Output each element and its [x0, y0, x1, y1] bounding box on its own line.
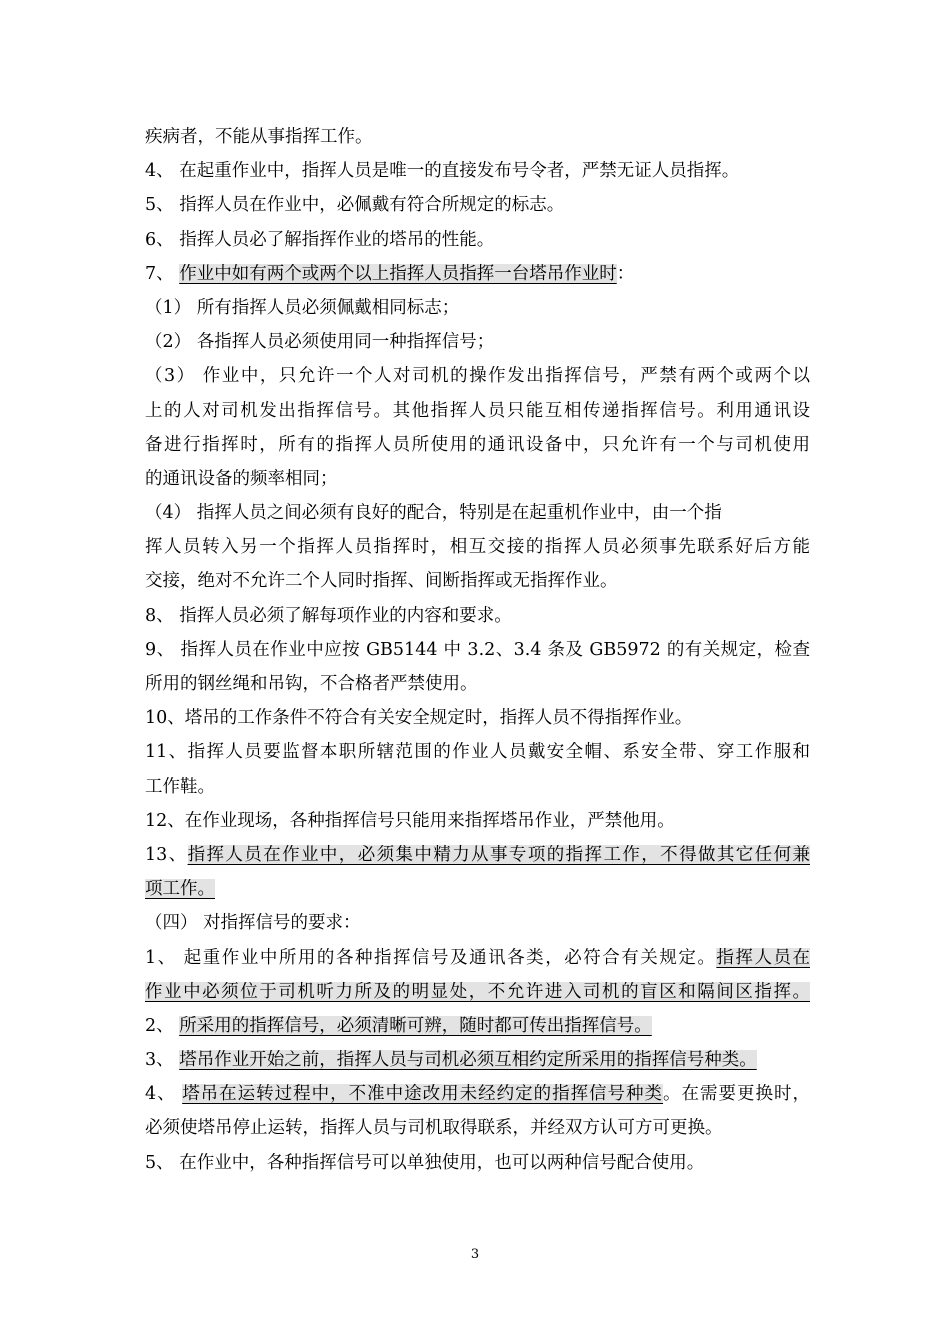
- text-segment: 4、: [145, 1084, 183, 1105]
- text-segment: 10、塔吊的工作条件不符合有关安全规定时，指挥人员不得指挥作业。: [145, 708, 693, 729]
- text-line: [145, 223, 810, 257]
- highlighted-text: 项工作。: [145, 879, 215, 900]
- text-line: [145, 188, 810, 222]
- text-segment: 7、: [145, 263, 180, 284]
- text-segment: 工作鞋。: [145, 776, 215, 797]
- text-line: [145, 359, 810, 393]
- highlighted-text: 作业中如有两个或两个以上指挥人员指挥一台塔吊作业时: [179, 263, 617, 284]
- text-segment: （四） 对指挥信号的要求：: [145, 913, 361, 934]
- text-line: [145, 120, 810, 154]
- text-segment: 1、 起重作业中所用的各种指挥信号及通讯各类，必符合有关规定。: [145, 947, 717, 968]
- text-line: [145, 701, 810, 735]
- text-segment: （2） 各指挥人员必须使用同一种指挥信号；: [145, 332, 495, 353]
- highlighted-text: 作业中必须位于司机听力所及的明显处，不允许进入司机的盲区和隔间区指挥。: [145, 981, 810, 1002]
- text-line: [145, 154, 810, 188]
- text-segment: 12、在作业现场，各种指挥信号只能用来指挥塔吊作业，严禁他用。: [145, 810, 675, 831]
- highlighted-text: 塔吊作业开始之前，指挥人员与司机必须互相约定所采用的指挥信号种类。: [179, 1050, 757, 1071]
- text-line: [145, 599, 810, 633]
- highlighted-text: 指挥人员在: [716, 947, 810, 968]
- text-segment: 所用的钢丝绳和吊钩，不合格者严禁使用。: [145, 674, 478, 694]
- text-segment: 11、指挥人员要监督本职所辖范围的作业人员戴安全帽、系安全带、穿工作服和: [145, 742, 810, 763]
- text-segment: 3、: [145, 1050, 180, 1071]
- text-line: [145, 462, 810, 496]
- text-segment: 上的人对司机发出指挥信号。其他指挥人员只能互相传递指挥信号。利用通讯设: [145, 400, 810, 421]
- text-line: [145, 428, 810, 462]
- text-segment: （1） 所有指挥人员必须佩戴相同标志；: [145, 297, 460, 318]
- page-number: 3: [470, 1247, 480, 1262]
- text-segment: 必须使塔吊停止运转，指挥人员与司机取得联系，并经双方认可方可更换。: [145, 1118, 723, 1139]
- text-segment: 6、 指挥人员必了解指挥作业的塔吊的性能。: [145, 229, 495, 250]
- text-line: [145, 1146, 810, 1180]
- text-line: [145, 872, 810, 906]
- text-segment: 4、 在起重作业中，指挥人员是唯一的直接发布号令者，严禁无证人员指挥。: [145, 161, 740, 182]
- text-segment: 挥人员转入另一个指挥人员指挥时，相互交接的指挥人员必须事先联系好后方能: [145, 537, 810, 558]
- highlighted-text: 指挥人员在作业中，必须集中精力从事专项的指挥工作，不得做其它任何兼: [187, 844, 810, 865]
- text-segment: 的通讯设备的频率相同；: [145, 468, 338, 489]
- text-segment: 交接，绝对不允许二个人同时指挥、间断指挥或无指挥作业。: [145, 571, 618, 592]
- text-line: [145, 325, 810, 359]
- text-line: [145, 838, 810, 872]
- document-body: [145, 120, 810, 1180]
- text-line: [145, 735, 810, 769]
- text-line: [145, 1043, 810, 1077]
- text-segment: 9、 指挥人员在作业中应按 GB5144 中 3.2、3.4 条及 GB5972 的有关规定，检查: [145, 639, 810, 660]
- text-line: [145, 906, 810, 940]
- text-line: [145, 530, 810, 564]
- text-line: [145, 770, 810, 804]
- text-segment: 2、: [145, 1015, 180, 1036]
- text-line: [145, 804, 810, 838]
- text-segment: 5、 指挥人员在作业中，必佩戴有符合所规定的标志。: [145, 195, 565, 216]
- text-line: [145, 1111, 810, 1145]
- text-line: [145, 394, 810, 428]
- highlighted-text: 塔吊在运转过程中，不准中途改用未经约定的指挥信号种类: [182, 1084, 664, 1105]
- text-segment: 13、: [145, 844, 188, 865]
- text-line: [145, 257, 810, 291]
- text-line: [145, 291, 810, 325]
- text-line: [145, 564, 810, 598]
- text-line: [145, 975, 810, 1009]
- text-line: [145, 941, 810, 975]
- text-segment: 。在需要更换时，: [663, 1084, 811, 1105]
- text-line: [145, 1009, 810, 1043]
- text-segment: （3） 作业中，只允许一个人对司机的操作发出指挥信号，严禁有两个或两个以: [145, 366, 810, 387]
- text-segment: 疾病者，不能从事指挥工作。: [145, 127, 373, 147]
- text-line: [145, 667, 810, 701]
- text-line: [145, 633, 810, 667]
- text-segment: 8、 指挥人员必须了解每项作业的内容和要求。: [145, 605, 512, 626]
- text-segment: （4） 指挥人员之间必须有良好的配合，特别是在起重机作业中，由一个指: [145, 503, 722, 524]
- text-segment: 5、 在作业中，各种指挥信号可以单独使用，也可以两种信号配合使用。: [145, 1152, 705, 1173]
- text-line: [145, 1077, 810, 1111]
- highlighted-text: 所采用的指挥信号，必须清晰可辨，随时都可传出指挥信号。: [179, 1015, 652, 1036]
- text-segment: 备进行指挥时，所有的指挥人员所使用的通讯设备中，只允许有一个与司机使用: [145, 434, 810, 455]
- text-line: [145, 496, 810, 530]
- text-segment: ：: [616, 263, 635, 284]
